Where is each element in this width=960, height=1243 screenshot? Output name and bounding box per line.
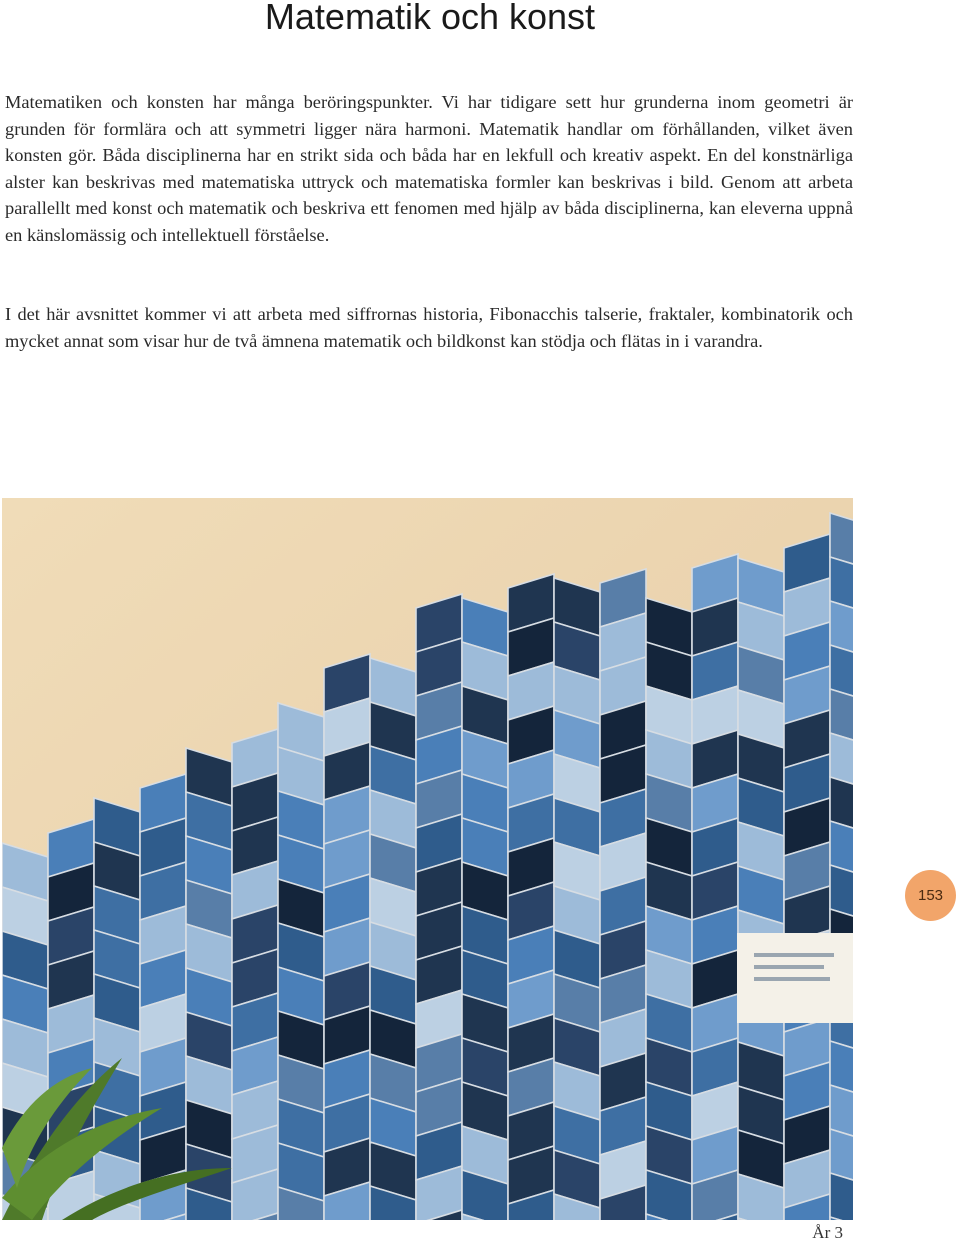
info-card-line — [754, 977, 830, 981]
info-card-line — [754, 965, 824, 969]
info-card-line — [754, 953, 834, 957]
page-title: Matematik och konst — [264, 0, 596, 37]
quilt-patch — [830, 1173, 853, 1220]
quilt-photo — [2, 498, 853, 1220]
section-paragraph: I det här avsnittet kommer vi att arbeta med siffrornas historia, Fibonacchis talserie, fraktaler, kombinatorik och mycket annat som visar hur de två ämnena matematik och bildkonst kan stödja och flätas in i varandra. — [5, 304, 853, 351]
quilt-illustration — [2, 498, 853, 1220]
page-number-badge: 153 — [905, 870, 956, 921]
grade-label: År 3 — [812, 1223, 843, 1242]
intro-paragraph: Matematiken och konsten har många beröringspunkter. Vi har tidigare sett hur grunderna inom geometri är grunden för formlära och att symmetri ligger nära harmoni. Matematik handlar om förhållanden, vilket även konsten gör. Båda disciplinerna har en strikt sida och båda har en lekfull och kreativ aspekt. En del konstnärliga alster kan beskrivas med matematiska uttryck och matematiska formler kan beskrivas i bild. Genom att arbeta parallellt med konst och matematik och beskriva ett fenomen med hjälp av båda disciplinerna, kan eleverna uppnå en känslomässig och intellektuell förståelse. — [5, 92, 853, 245]
